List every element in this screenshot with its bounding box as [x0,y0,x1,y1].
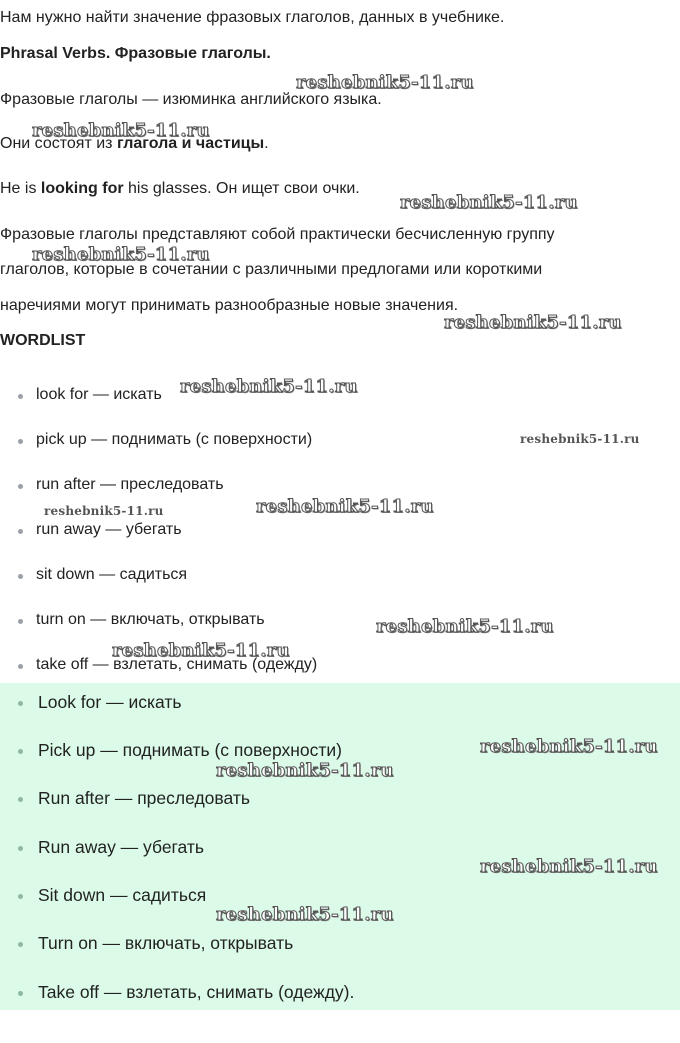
list-item: take off — взлетать, снимать (одежду) [18,655,317,675]
list-item: Run away — убегать [18,836,204,858]
p2-post: . [264,135,269,152]
watermark: reshebnik5-11.ru [216,904,394,925]
bullet-icon [18,942,23,947]
list-item: pick up — поднимать (с поверхности) [18,430,312,450]
bullet-icon [18,574,23,579]
p2-pre: Они состоят из [0,135,117,152]
bullet-icon [18,619,23,624]
p3-pre: He is [0,180,41,197]
bullet-icon [18,484,23,489]
list-item: run after — преследовать [18,475,224,495]
list-item: Turn on — включать, открывать [18,932,293,954]
answer-block [0,683,680,1010]
paragraph-4-line-1: Фразовые глаголы представляют собой практически бесчисленную группу [0,226,555,243]
watermark: reshebnik5-11.ru [520,432,640,446]
bullet-icon [18,701,23,706]
p3-bold: looking for [40,180,124,197]
paragraph-4-line-3: наречиями могут принимать разнообразные новые значения. [0,297,459,314]
intro-text: Нам нужно найти значение фразовых глаголов, данных в учебнике. [0,9,505,26]
bullet-icon [18,749,23,754]
bullet-icon [18,991,23,996]
list-item: sit down — садиться [18,565,187,585]
paragraph-4-line-2: глаголов, которые в сочетании с различными предлогами или короткими [0,261,543,278]
bullet-icon [18,664,23,669]
list-item: Take off — взлетать, снимать (одежду). [18,981,354,1003]
watermark: reshebnik5-11.ru [256,496,434,517]
watermark: reshebnik5-11.ru [44,504,164,518]
watermark: reshebnik5-11.ru [180,376,358,397]
list-item: Sit down — садиться [18,884,206,906]
list-item: Look for — искать [18,691,182,713]
watermark: reshebnik5-11.ru [112,640,290,661]
watermark: reshebnik5-11.ru [376,616,554,637]
list-item: Run after — преследовать [18,787,250,809]
p3-post: his glasses. Он ищет свои очки. [123,180,360,197]
watermark: reshebnik5-11.ru [32,120,210,141]
bullet-icon [18,529,23,534]
bullet-icon [18,846,23,851]
watermark: reshebnik5-11.ru [296,72,474,93]
watermark: reshebnik5-11.ru [32,244,210,265]
paragraph-1: Фразовые глаголы — изюминка английского языка. [0,91,382,108]
paragraph-2 [0,134,269,154]
p2-bold: глагола и частицы [116,135,265,152]
watermark: reshebnik5-11.ru [480,856,658,877]
list-item: run away — убегать [18,520,182,540]
watermark: reshebnik5-11.ru [216,760,394,781]
watermark: reshebnik5-11.ru [444,312,622,333]
watermark: reshebnik5-11.ru [480,736,658,757]
wordlist-title: WORDLIST [0,332,86,349]
bullet-icon [18,894,23,899]
list-item: look for — искать [18,385,162,405]
bullet-icon [18,797,23,802]
watermark: reshebnik5-11.ru [400,192,578,213]
paragraph-3 [0,179,360,199]
bullet-icon [18,439,23,444]
bullet-icon [18,394,23,399]
list-item: Pick up — поднимать (с поверхности) [18,739,342,761]
list-item: turn on — включать, открывать [18,610,265,630]
heading: Phrasal Verbs. Фразовые глаголы. [0,45,271,62]
